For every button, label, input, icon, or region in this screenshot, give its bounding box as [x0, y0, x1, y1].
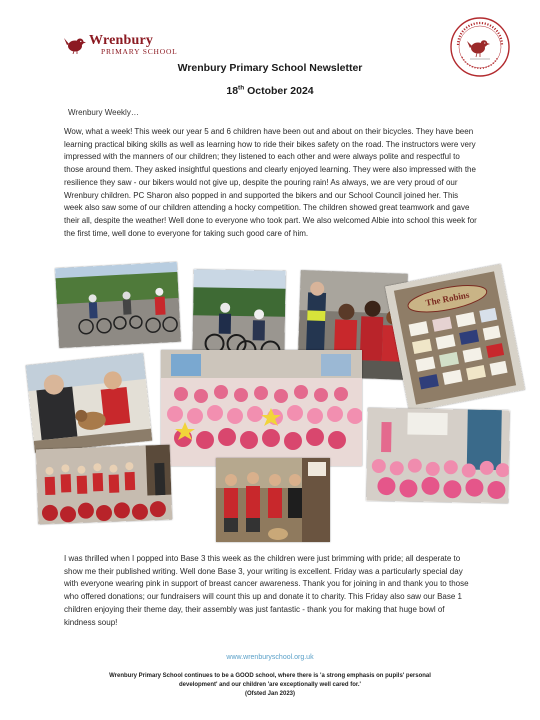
logo-subtitle: PRIMARY SCHOOL — [101, 47, 178, 56]
school-website-link[interactable]: www.wrenburyschool.org.uk — [226, 654, 314, 661]
date-month-year: October 2024 — [244, 85, 314, 97]
photo-cycling-road — [55, 262, 181, 348]
photo-pink-day-hall — [161, 350, 362, 466]
school-logo — [64, 34, 178, 56]
ofsted-note-line-1: Wrenbury Primary School continues to be a GOOD school, where there is 'a strong emphasis on pupils' personal — [109, 673, 431, 679]
display-board-heading: The Robins — [424, 289, 471, 308]
newsletter-title: Wrenbury Primary School Newsletter — [177, 62, 363, 74]
ofsted-note — [70, 672, 470, 699]
photo-robins-display — [385, 264, 525, 412]
ofsted-note-line-2: development' and our children 'are exceptionally well cared for.' — [178, 682, 361, 688]
wren-bird-icon — [64, 36, 86, 54]
newsletter-date — [0, 85, 540, 97]
logo-wordmark: Wrenbury — [89, 33, 154, 48]
photo-pink-day-classroom — [366, 408, 510, 503]
date-suffix: th — [238, 84, 245, 92]
paragraph-base3-pink-day: I was thrilled when I popped into Base 3 this week as the children were just brimming with pride; all desperate to show me their published writing. Well done Base 3, your writing is excellent. Friday was a particularly special day with everyone wearing pink in support of breast cancer awareness. Thank you for joining in and thank you to those who offered donations; our fundraisers will count this up and donate it to charity. This Friday also saw our Base 1 children enjoying their theme day, their assembly was just fantastic - thank you for making that huge bowl of kindness soup! — [64, 554, 469, 627]
date-day: 18 — [226, 85, 239, 97]
photo-base1-assembly — [36, 445, 173, 525]
ofsted-note-line-3: (Ofsted Jan 2023) — [244, 691, 296, 697]
greeting: Wrenbury Weekly… — [68, 108, 139, 117]
photo-base3-writing — [216, 458, 330, 542]
paragraph-week-summary: Wow, what a week! This week our year 5 and 6 children have been out and about on their bicycles. They have been learning practical biking skills as well as learning how to ride their bikes safety on the road. The instructors were very impressed with the manners of our children; they listened to each other and were always polite and respectful to those around them. They asked insightful questions and clearly enjoyed learning. They were also impressed with the resilience they saw - our bikers would not give up, despite the pouring rain! As always, we are very proud of our Wrenbury children. PC Sharon also popped in and supported the bikers and our School Council joined her. This week also saw some of our children attending a hocky competition. The children showed great teamwork and gave their all, despite the weather! Well done to everyone who took part. We also welcomed Albie into school this week for the first time, well done to everyone for taking such good care of him. — [64, 127, 477, 238]
photo-albie-dog — [26, 353, 153, 453]
